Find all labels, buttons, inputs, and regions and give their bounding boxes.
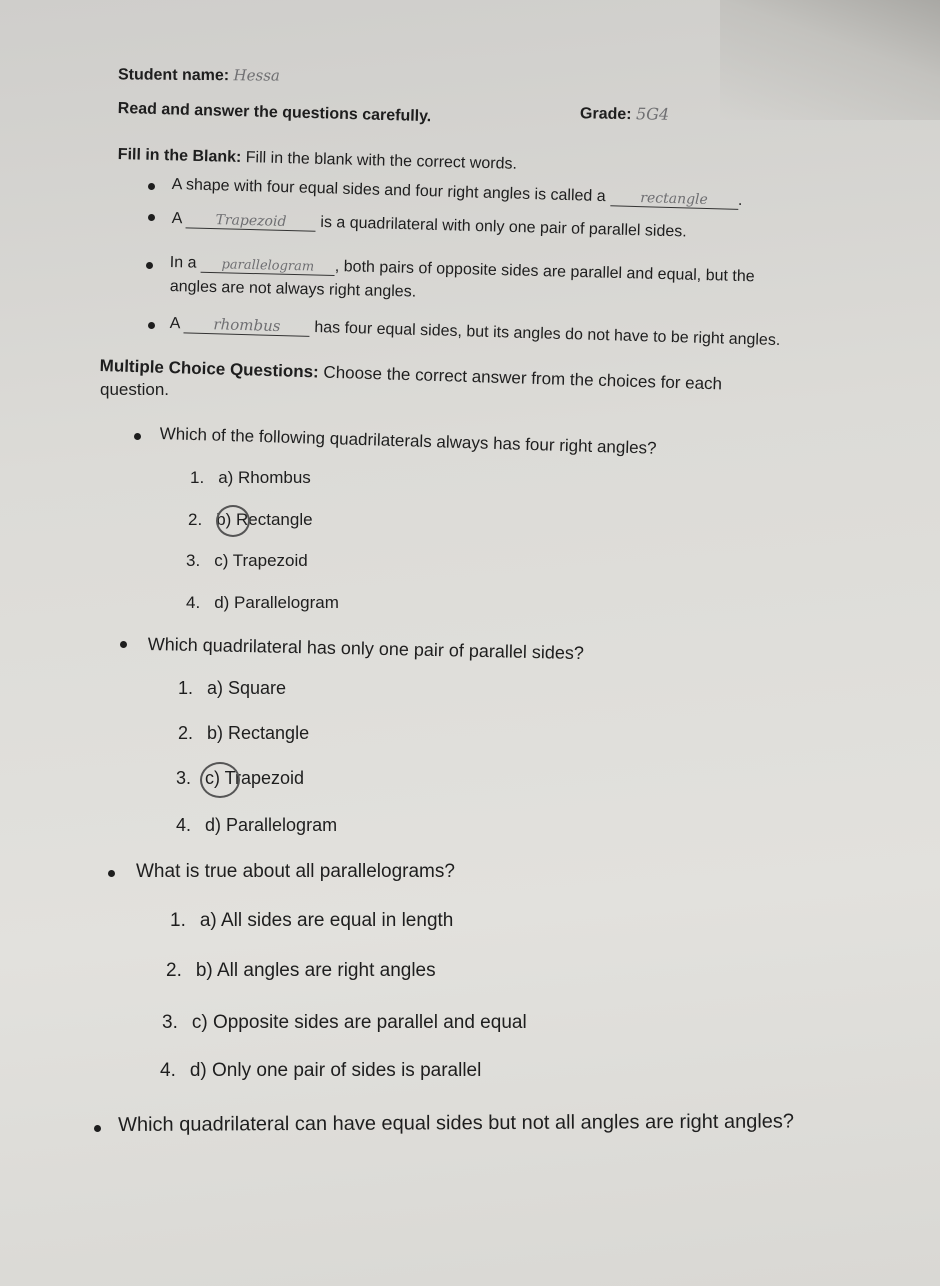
item-text: has four equal sides, but its angles do not have to be right angles.	[309, 318, 781, 350]
item-text: .	[737, 191, 743, 209]
option-text: d) Only one pair of sides is parallel	[189, 1060, 482, 1081]
fill-blank-heading-rest: Fill in the blank with the correct words.	[241, 149, 518, 173]
option-text: b) All angles are right angles	[195, 960, 436, 981]
question-1: Which of the following quadrilaterals always has four right angles?	[159, 424, 657, 458]
option-number: 1.	[190, 468, 205, 487]
option-text: a) Square	[207, 678, 287, 698]
instructions: Read and answer the questions carefully.	[117, 100, 432, 126]
question-2: Which quadrilateral has only one pair of parallel sides?	[147, 634, 585, 664]
option-q1-b[interactable]	[188, 510, 313, 530]
option-number: 2.	[188, 510, 203, 529]
selected-answer-circle	[200, 762, 240, 798]
option-q1-a[interactable]	[190, 468, 311, 488]
student-name-field	[118, 65, 280, 85]
answer-blank[interactable]: parallelogram	[201, 257, 335, 276]
option-text: c) Trapezoid	[214, 551, 308, 570]
bullet	[120, 641, 127, 648]
bullet	[146, 262, 153, 269]
selected-answer-circle	[216, 505, 250, 537]
option-number: 1.	[170, 910, 186, 931]
option-text: a) All sides are equal in length	[199, 910, 454, 931]
grade-value: 5G4	[635, 104, 670, 124]
option-q3-b[interactable]	[166, 960, 436, 982]
bullet	[94, 1125, 101, 1132]
bullet	[148, 183, 155, 190]
option-text: b) Rectangle	[216, 510, 313, 529]
option-number: 3.	[186, 551, 201, 570]
bullet	[148, 214, 155, 221]
option-number: 2.	[166, 960, 182, 981]
item-text: In a	[169, 254, 202, 272]
option-text: d) Parallelogram	[214, 593, 339, 612]
option-q3-a[interactable]	[170, 910, 453, 932]
option-number: 4.	[176, 815, 192, 835]
bullet	[108, 870, 115, 877]
fill-blank-heading-bold: Fill in the Blank:	[117, 146, 242, 167]
item-text: A shape with four equal sides and four right angles is called a	[171, 176, 611, 206]
grade-label: Grade:	[579, 105, 632, 124]
option-number: 1.	[178, 678, 194, 698]
item-text: A	[171, 210, 187, 228]
answer-blank[interactable]: rhombus	[184, 314, 310, 337]
option-text: b) Rectangle	[207, 723, 310, 743]
option-q2-d[interactable]	[176, 815, 337, 836]
option-q1-d[interactable]	[186, 593, 339, 613]
student-name-label: Student name:	[117, 66, 230, 85]
mcq-heading-bold: Multiple Choice Questions:	[99, 356, 320, 382]
option-q3-c[interactable]	[162, 1012, 527, 1034]
option-number: 3.	[162, 1012, 178, 1033]
bullet	[134, 433, 141, 440]
option-text: a) Rhombus	[218, 468, 311, 487]
option-number: 4.	[186, 593, 201, 612]
question-3: What is true about all parallelograms?	[136, 861, 455, 882]
item-text: , both pairs of opposite sides are parallel and equal, but the	[334, 258, 755, 286]
option-text: d) Parallelogram	[205, 815, 338, 835]
option-text: c) Opposite sides are parallel and equal	[191, 1012, 527, 1033]
item-text: is a quadrilateral with only one pair of parallel sides.	[315, 213, 687, 241]
option-number: 2.	[178, 723, 194, 743]
mcq-heading-line2: question.	[100, 380, 169, 399]
option-number: 4.	[160, 1060, 176, 1081]
option-q1-c[interactable]	[186, 551, 308, 571]
page-fold-shadow	[720, 0, 940, 120]
option-q3-d[interactable]	[160, 1060, 481, 1082]
option-number: 3.	[176, 768, 192, 788]
item-text: A	[169, 314, 185, 333]
bullet	[148, 322, 155, 329]
student-name-value: Hessa	[233, 66, 280, 85]
option-q2-b[interactable]	[178, 723, 309, 744]
option-q2-c[interactable]	[176, 768, 304, 789]
fill-blank-item-3-line2: angles are not always right angles.	[169, 278, 417, 301]
mcq-heading-rest: Choose the correct answer from the choices for each	[318, 362, 723, 394]
option-text: c) Trapezoid	[205, 768, 305, 788]
option-q2-a[interactable]	[178, 678, 286, 699]
answer-blank[interactable]: rectangle	[610, 189, 738, 210]
question-4: Which quadrilateral can have equal sides but not all angles are right angles?	[118, 1110, 795, 1136]
grade-field	[580, 103, 670, 125]
answer-blank[interactable]: Trapezoid	[186, 211, 316, 231]
